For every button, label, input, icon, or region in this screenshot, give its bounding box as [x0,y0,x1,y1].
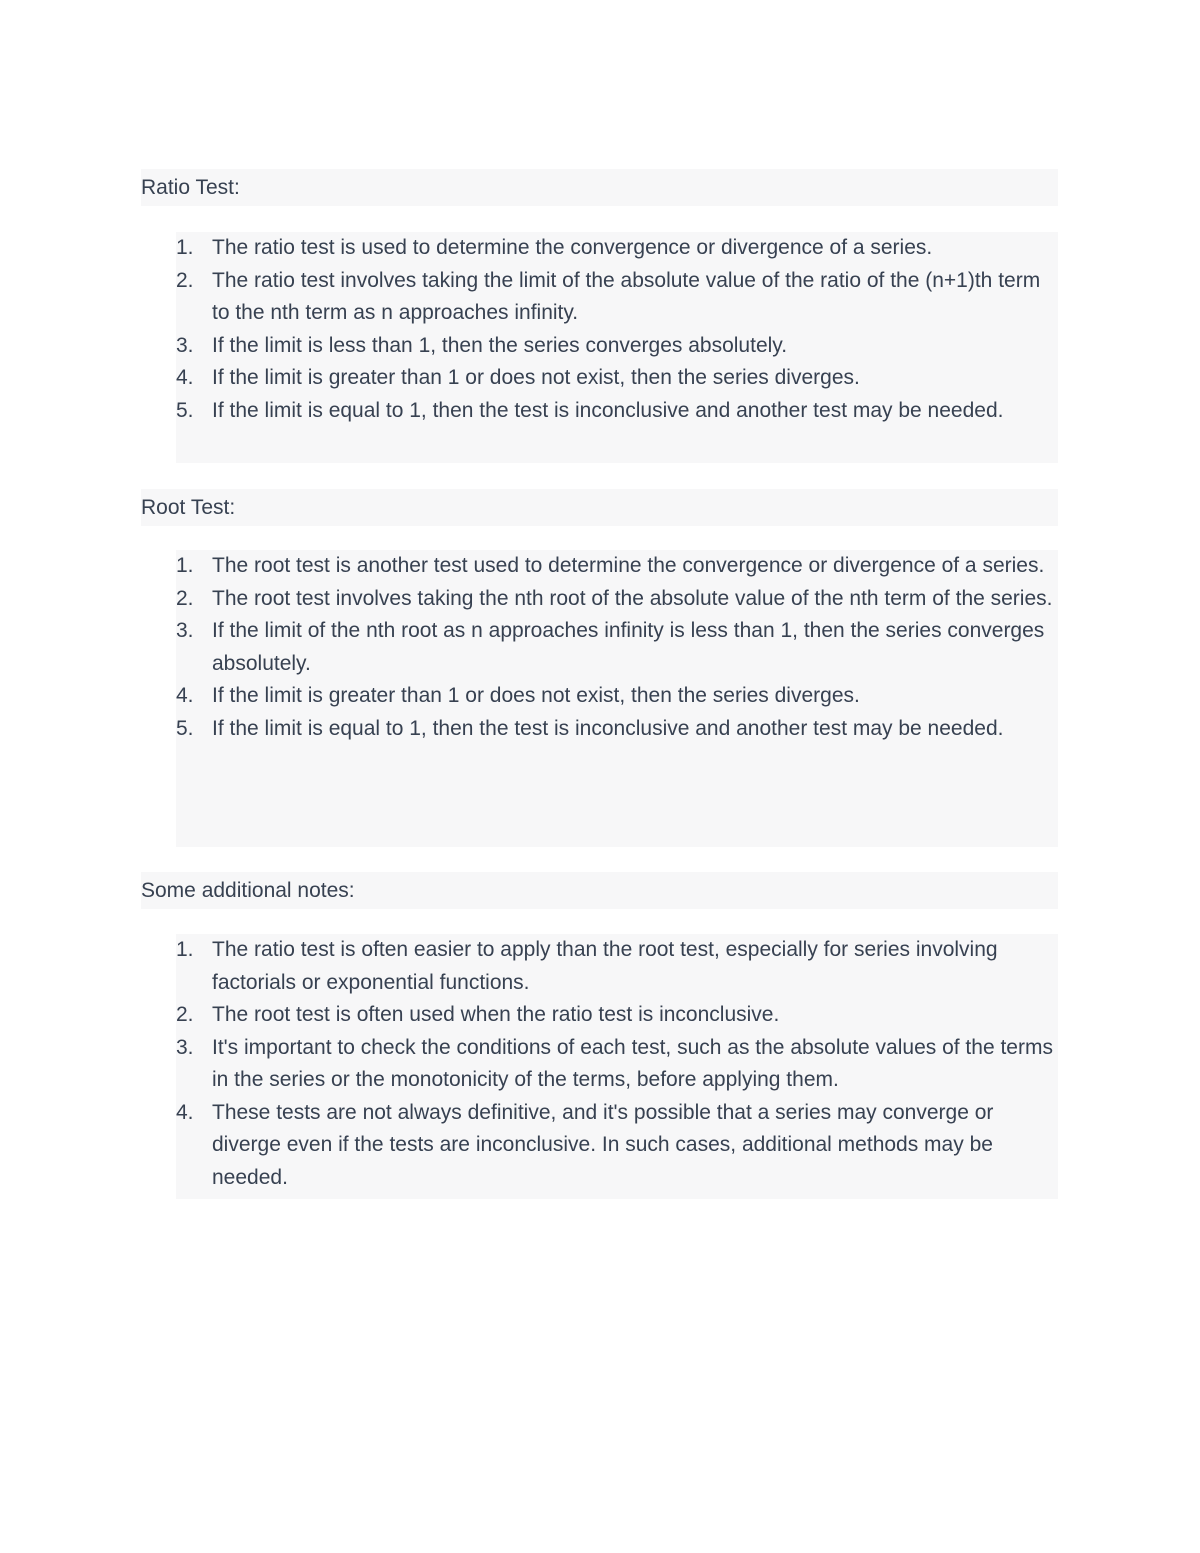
ratio-test-list [176,232,1058,463]
list-item [176,395,1058,428]
list-item [176,713,1058,746]
list-text: The root test is another test used to determine the convergence or divergence of a series. [212,554,1045,577]
list-number: 3. [176,619,194,642]
root-test-list [176,550,1058,847]
list-number: 4. [176,684,194,707]
list-number: 3. [176,1035,194,1059]
list-number: 5. [176,716,194,740]
list-number: 1. [176,554,194,577]
list-number: 2. [176,586,194,610]
heading-text: Root Test: [141,496,236,519]
list-item [176,1097,1058,1195]
section-heading-additional-notes [141,872,1058,909]
list-number: 3. [176,333,194,357]
list-text: If the limit is less than 1, then the series converges absolutely. [212,333,788,357]
list-item [176,550,1058,583]
list-number: 4. [176,1100,194,1124]
heading-text: Some additional notes: [141,879,355,902]
list-text: The ratio test involves taking the limit of the absolute value of the ratio of the (n+1)th term to the nth term as n approaches infinity. [212,268,1041,324]
list-text: The root test is often used when the ratio test is inconclusive. [212,1003,780,1026]
list-text: The root test involves taking the nth root of the absolute value of the nth term of the series. [212,586,1053,610]
list-item [176,1032,1058,1097]
list-number: 1. [176,236,194,259]
section-heading-ratio-test [141,169,1058,206]
list-text: The ratio test is often easier to apply than the root test, especially for series involving factorials or exponential functions. [212,938,998,994]
list-text: It's important to check the conditions of each test, such as the absolute values of the terms in the series or the monotonicity of the terms, before applying them. [212,1035,1053,1091]
list-number: 4. [176,366,194,389]
list-number: 5. [176,398,194,422]
additional-notes-list [176,934,1058,1199]
list-item [176,934,1058,999]
list-item [176,583,1058,616]
list-number: 2. [176,1003,194,1026]
list-text: If the limit is greater than 1 or does not exist, then the series diverges. [212,684,860,707]
heading-text: Ratio Test: [141,176,240,199]
list-number: 2. [176,268,194,292]
section-heading-root-test [141,489,1058,526]
list-item [176,680,1058,713]
list-item [176,330,1058,363]
list-item [176,265,1058,330]
list-text: If the limit is equal to 1, then the test is inconclusive and another test may be needed. [212,716,1004,740]
list-item [176,232,1058,265]
list-text: These tests are not always definitive, and it's possible that a series may converge or diverge even if the tests are inconclusive. In such cases, additional methods may be needed. [212,1100,994,1189]
list-text: If the limit is equal to 1, then the test is inconclusive and another test may be needed. [212,398,1004,422]
list-text: If the limit is greater than 1 or does not exist, then the series diverges. [212,366,860,389]
list-item [176,362,1058,395]
list-item [176,615,1058,680]
list-item [176,999,1058,1032]
list-text: The ratio test is used to determine the convergence or divergence of a series. [212,236,933,259]
list-text: If the limit of the nth root as n approaches infinity is less than 1, then the series converges absolutely. [212,619,1045,675]
list-number: 1. [176,938,194,961]
